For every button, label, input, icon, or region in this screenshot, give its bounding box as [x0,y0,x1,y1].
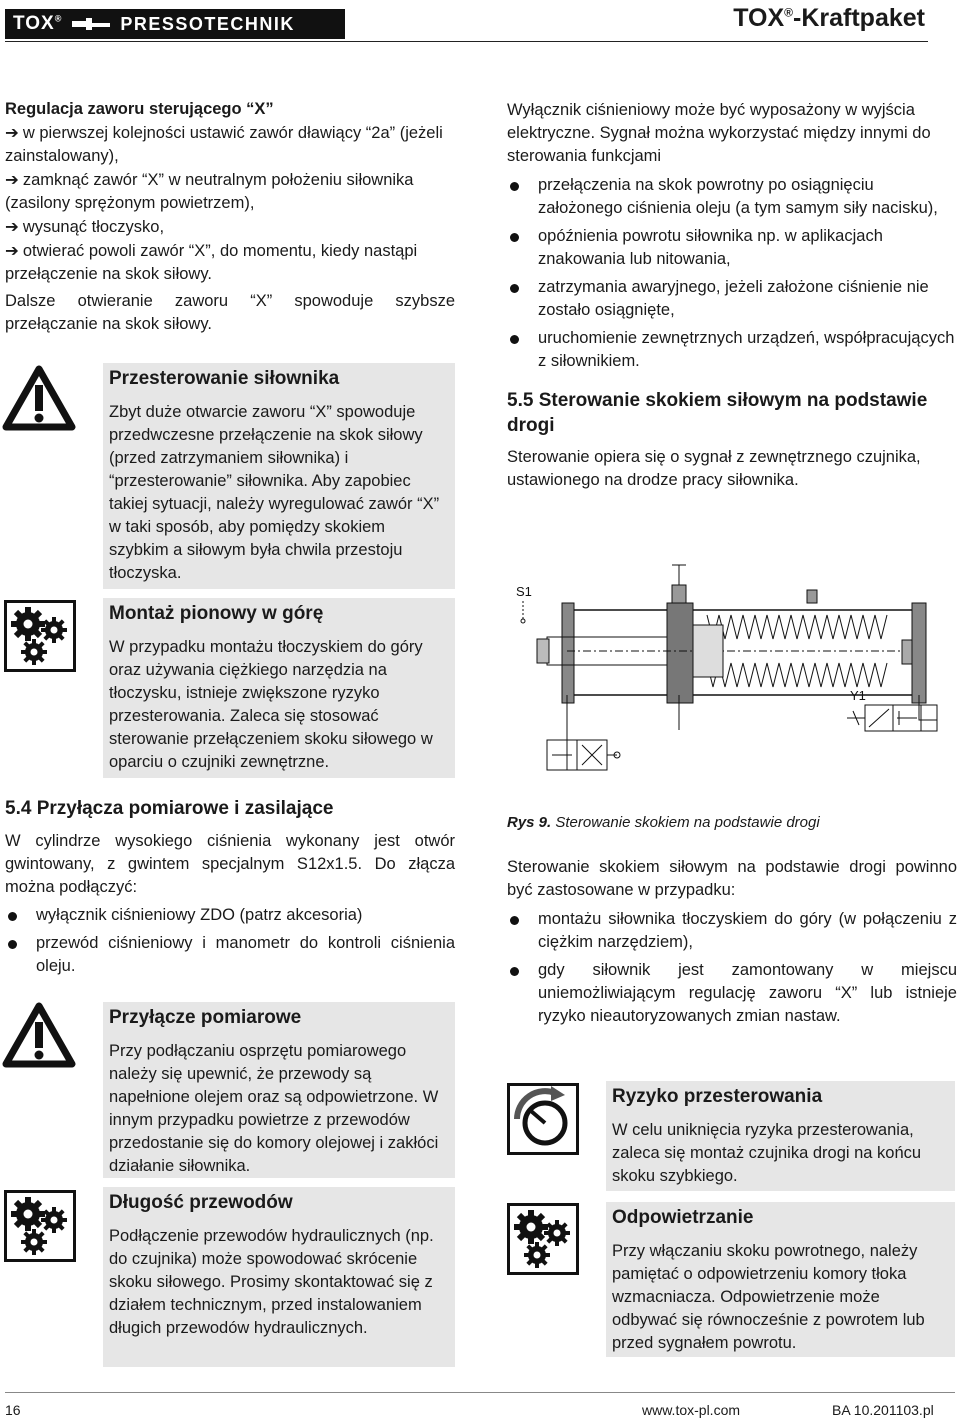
note-box [606,1081,955,1191]
logo-reg-mark: ® [54,13,63,24]
list-item: gdy siłownik jest zamontowany w miejscu uniemożliwiającym regulację zaworu “X” lub istnieje ryzyko nieautoryzowanych zmian nastaw. [507,959,957,1028]
left-column [5,98,455,336]
note-box [606,1202,955,1357]
note-box [103,598,455,778]
paragraph: Wyłącznik ciśnieniowy może być wyposażony w wyjścia elektryczne. Sygnał można wykorzystać między innymi do sterowania funkcjami [507,101,931,165]
arrow-right-icon: ➔ [5,170,19,189]
list-item: zatrzymania awaryjnego, jeżeli założone ciśnienie nie zostało osiągnięte, [507,276,957,322]
step-item: ➔ zamknąć zawór “X” w neutralnym położeniu siłownika (zasilony sprężonym powietrzem), [5,170,414,212]
list-item: wyłącznik ciśnieniowy ZDO (patrz akcesoria) [5,904,455,927]
note-body: Zbyt duże otwarcie zaworu “X” spowoduje przedwczesne przełączenie na skok siłowy (przed zatrzymaniem siłownika) i “przesterowanie” siłownika. Aby zapobiec takiej sytuacji, należy wyregulować zawór “X” w taki sposób, aby pomiędzy skokiem szybkim a siłowym była chwila przestoju tłoczyska. [109,403,440,582]
step-item: ➔ w pierwszej kolejności ustawić zawór dławiący “2a” (jeżeli zainstalowany), [5,123,443,165]
step-item: ➔ otwierać powoli zawór “X”, do momentu, kiedy nastąpi przełączenie na skok siłowy. [5,241,418,283]
header-rule [5,41,928,42]
bullet-list [507,174,957,373]
bullet-list [5,904,455,978]
page-title: TOX®-Kraftpaket [733,4,925,32]
valve-heading: Regulacja zaworu sterującego “X” [5,100,274,118]
gears-icon [4,600,76,672]
footer-doc-id: BA 10.201103.pl [832,1402,934,1418]
note-box [103,1187,455,1367]
note-body: Podłączenie przewodów hydraulicznych (np. do czujnika) może spowodować skrócenie skoku siłowego. Prosimy skontaktować się z działem technicznym, przed instalowaniem długich przewodów hydraulicznych. [109,1227,434,1337]
note-title: Przyłącze pomiarowe [109,1007,302,1028]
note-body: W celu uniknięcia ryzyka przesterowania, zaleca się montaż czujnika drogi na końcu skoku szybkiego. [612,1121,922,1185]
paragraph: Sterowanie skokiem siłowym na podstawie drogi powinno być zastosowane w przypadku: [507,858,957,899]
list-item: montażu siłownika tłoczyskiem do góry (w połączeniu z ciężkim narzędziem), [507,908,957,954]
footer-rule [5,1392,955,1393]
note-title: Odpowietrzanie [612,1207,754,1228]
note-body: Przy podłączaniu osprzętu pomiarowego należy się upewnić, że przewody są napełnione olejem oraz są odpowietrzone. W innym przypadku powietrze z przewodów przedostanie się do komory olejowej i zakłóci działanie siłownika. [109,1042,439,1175]
right-column-bottom [507,856,957,1028]
warning-icon [2,1002,76,1068]
section-heading: 5.5 Sterowanie skokiem siłowym na podstawie drogi [507,390,928,436]
step-item: ➔ wysunąć tłoczysko, [5,217,165,236]
s1-label: S1 [516,584,532,599]
note-box [103,363,455,589]
section-5-4 [5,796,455,978]
y1-label: Y1 [850,688,866,703]
logo-brand: TOX [13,13,55,34]
list-item: uruchomienie zewnętrznych urządzeń, współpracujących z siłownikiem. [507,327,957,373]
right-column [507,99,957,492]
gears-icon [4,1190,76,1262]
speedometer-icon [507,1083,579,1155]
paragraph: W cylindrze wysokiego ciśnienia wykonany jest otwór gwintowany, z gwintem specjalnym S12x1.5. Do złącza można podłączyć: [5,832,455,896]
footer-url: www.tox-pl.com [642,1402,741,1418]
note-body: W przypadku montażu tłoczyskiem do góry oraz używania ciężkiego narzędzia na tłoczysku, istnieje zwiększone ryzyko przesterowania. Zaleca się stosować sterowanie przełączeniem skoku siłowego w oparciu o czujniki zewnętrzne. [109,638,433,771]
list-item: opóźnienia powrotu siłownika np. w aplikacjach znakowania lub nitowania, [507,225,957,271]
note-title: Długość przewodów [109,1192,293,1213]
warning-icon [2,365,76,431]
arrow-right-icon: ➔ [5,123,19,142]
logo-subtitle: PRESSOTECHNIK [120,13,295,34]
actuator-diagram [507,555,957,795]
bullet-list [507,908,957,1028]
list-item: przewód ciśnieniowy i manometr do kontroli ciśnienia oleju. [5,932,455,978]
note-title: Przesterowanie siłownika [109,368,340,389]
logo-pipe-icon [72,18,110,30]
paragraph: Sterowanie opiera się o sygnał z zewnętrznego czujnika, ustawionego na drodze pracy siłownika. [507,448,921,489]
note-title: Ryzyko przesterowania [612,1086,823,1107]
note-title: Montaż pionowy w górę [109,603,324,624]
list-item: przełączenia na skok powrotny po osiągnięciu założonego ciśnienia oleju (a tym samym siły nacisku), [507,174,957,220]
section-heading: 5.4 Przyłącza pomiarowe i zasilające [5,798,334,819]
page-number: 16 [5,1402,21,1418]
tox-logo [5,9,345,39]
paragraph: Dalsze otwieranie zaworu “X” spowoduje szybsze przełączanie na skok siłowy. [5,292,455,333]
note-body: Przy włączaniu skoku powrotnego, należy pamiętać o odpowietrzeniu komory tłoka wzmacniacza. Odpowietrzenie może odbywać się równocześnie z powrotem lub przed sygnałem powrotu. [612,1242,925,1352]
arrow-right-icon: ➔ [5,217,19,236]
gears-icon [507,1203,579,1275]
note-box [103,1002,455,1178]
arrow-right-icon: ➔ [5,241,19,260]
figure-caption: Rys 9. Sterowanie skokiem na podstawie drogi [507,814,820,831]
